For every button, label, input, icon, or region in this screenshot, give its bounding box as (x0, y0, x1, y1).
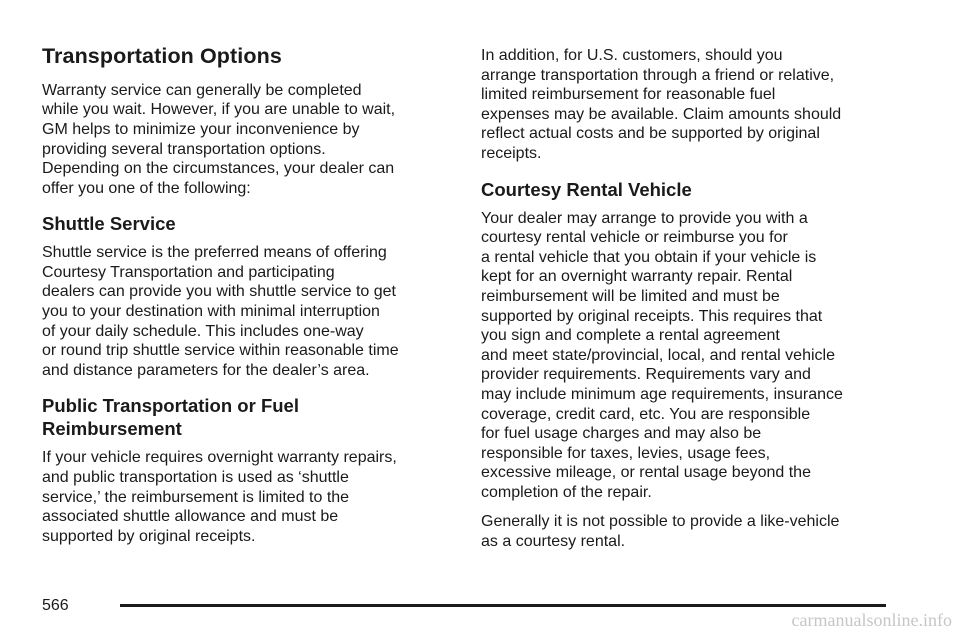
footer-rule (120, 604, 886, 607)
public-transport-paragraph: If your vehicle requires overnight warranty repairs, and public transportation is used as ‘shuttle service,’ the reimbursement is limited to the associated shuttle allowance and must be supported by original receipts. (42, 449, 397, 545)
page-number: 566 (42, 597, 69, 614)
courtesy-rental-note: Generally it is not possible to provide a like-vehicle as a courtesy rental. (481, 513, 840, 551)
courtesy-rental-paragraph: Your dealer may arrange to provide you with a courtesy rental vehicle or reimburse you for a rental vehicle that you obtain if your vehicle is kept for an overnight warranty repair. Rental reimbursement will be limited and must be supported by original receipts. This requires that you sign and complete a rental agreement and meet state/provincial, local, and rental vehicle provider requirements. Requirements vary and may include minimum age requirements, insurance coverage, credit card, etc. You are responsible for fuel usage charges and may also be responsible for taxes, levies, usage fees, excessive mileage, or rental usage beyond the completion of the repair. (481, 209, 843, 501)
left-column (42, 44, 450, 556)
shuttle-service-heading: Shuttle Service (42, 213, 176, 235)
intro-paragraph: Warranty service can generally be completed while you wait. However, if you are unable to wait, GM helps to minimize your inconvenience by providing several transportation options. Depending on the circumstances, your dealer can offer you one of the following: (42, 81, 396, 197)
courtesy-rental-heading: Courtesy Rental Vehicle (481, 178, 692, 200)
watermark: carmanualsonline.info (791, 610, 952, 630)
public-transport-heading: Public Transportation or Fuel Reimbursement (42, 395, 299, 440)
us-customers-paragraph: In addition, for U.S. customers, should you arrange transportation through a friend or relative, limited reimbursement for reasonable fuel expenses may be available. Claim amounts should reflect actual costs and be supported by original receipts. (481, 47, 842, 162)
right-column (481, 46, 891, 562)
page-title: Transportation Options (42, 44, 282, 68)
shuttle-service-paragraph: Shuttle service is the preferred means of offering Courtesy Transportation and participating dealers can provide you with shuttle service to get you to your destination with minimal interruption of your daily schedule. This includes one-way or round trip shuttle service within reasonable time and distance parameters for the dealer’s area. (42, 244, 399, 379)
